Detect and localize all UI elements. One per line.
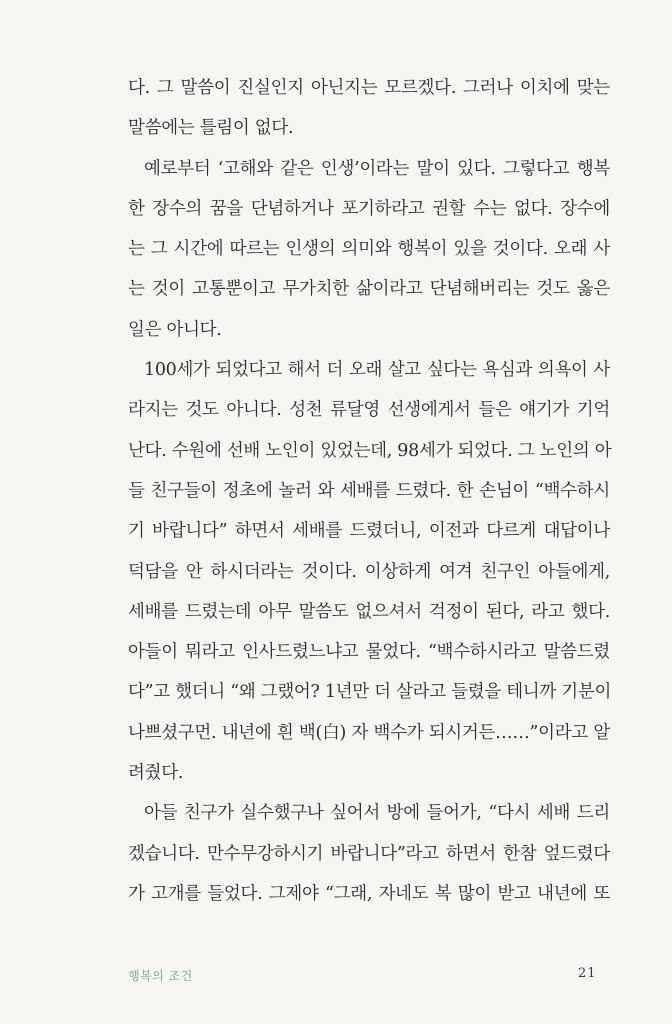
text-line: 다. 그 말씀이 진실인지 아닌지는 모르겠다. 그러나 이치에 맞는 xyxy=(128,78,610,98)
text-line: 는 것이 고통뿐이고 무가치한 삶이라고 단념해버리는 것도 옳은 xyxy=(128,279,610,300)
text-line: 기 바랍니다” 하면서 세배를 드렸더니, 이전과 다르게 대답이나 xyxy=(128,521,610,542)
text-line: 려줬다. xyxy=(128,763,184,784)
text-line: 덕담을 안 하시더라는 것이다. 이상하게 여겨 친구인 아들에게, xyxy=(128,561,610,582)
text-line: 들 친구들이 정초에 놀러 와 세배를 드렸다. 한 손님이 “백수하시 xyxy=(128,480,610,501)
text-line: 다”고 했더니 “왜 그랬어? 1년만 더 살라고 들렸을 테니까 기분이 xyxy=(128,682,612,703)
page-number: 21 xyxy=(578,966,597,981)
text-line: 일은 아니다. xyxy=(128,319,222,340)
text-line: 한 장수의 꿈을 단념하거나 포기하라고 권할 수는 없다. 장수에 xyxy=(128,198,610,219)
body-text xyxy=(128,68,610,914)
text-line: 라지는 것도 아니다. 성천 류달영 선생에게서 들은 얘기가 기억 xyxy=(128,400,610,421)
text-line: 말씀에는 틀림이 없다. xyxy=(128,118,294,139)
running-footer-title: 행복의 조건 xyxy=(128,969,193,983)
text-line: 아들 친구가 실수했구나 싶어서 방에 들어가, “다시 세배 드리 xyxy=(144,803,610,824)
text-line: 100세가 되었다고 해서 더 오래 살고 싶다는 욕심과 의욕이 사 xyxy=(144,360,610,381)
text-line: 아들이 뭐라고 인사드렸느냐고 물었다. “백수하시라고 말씀드렸 xyxy=(128,642,610,663)
text-line: 는 그 시간에 따르는 인생의 의미와 행복이 있을 것이다. 오래 사 xyxy=(128,239,610,260)
text-line: 겠습니다. 만수무강하시기 바랍니다”라고 하면서 한참 엎드렸다 xyxy=(128,843,610,864)
text-line: 가 고개를 들었다. 그제야 “그래, 자네도 복 많이 받고 내년에 또 xyxy=(128,883,610,904)
text-line: 예로부터 ‘고해와 같은 인생’이라는 말이 있다. 그렇다고 행복 xyxy=(144,158,610,179)
text-line: 세배를 드렸는데 아무 말씀도 없으셔서 걱정이 된다, 라고 했다. xyxy=(128,601,610,622)
text-line: 나쁘셨구먼. 내년에 흰 백(白) 자 백수가 되시거든……”이라고 알 xyxy=(128,722,610,743)
text-line: 난다. 수원에 선배 노인이 있었는데, 98세가 되었다. 그 노인의 아 xyxy=(128,440,612,461)
